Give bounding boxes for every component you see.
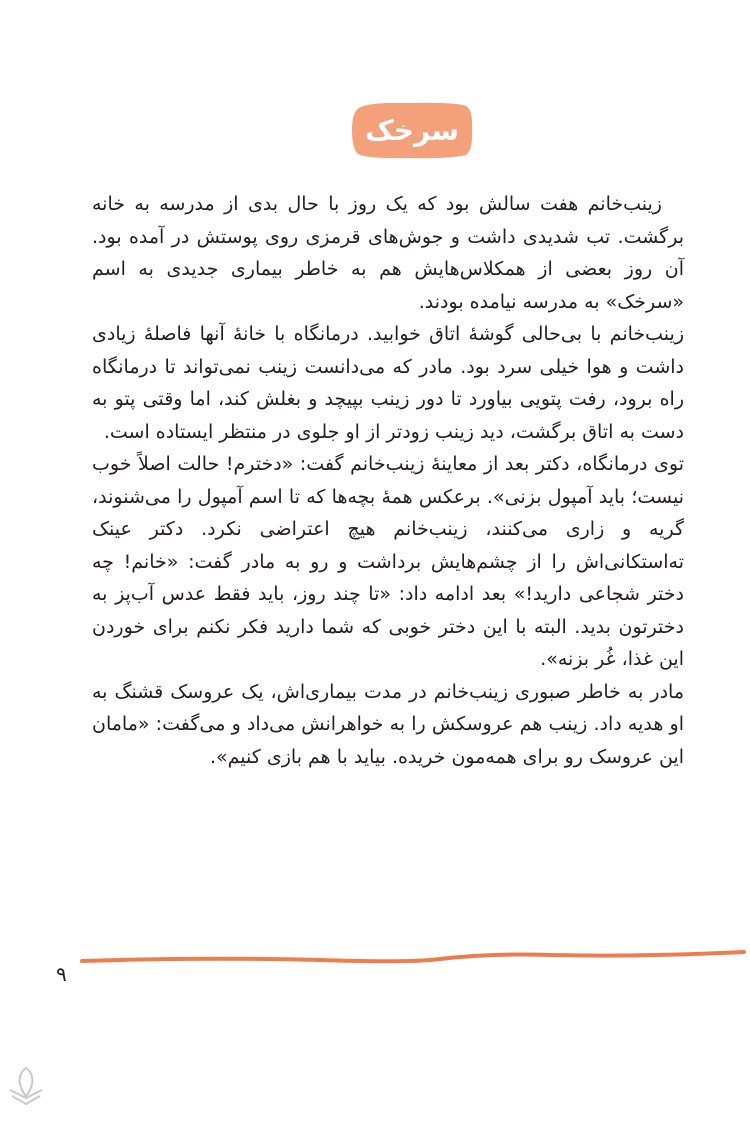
page-number: ۹ <box>56 962 67 986</box>
paragraph-1: زینب‌خانم هفت سالش بود که یک روز با حال بدی از مدرسه به خانه برگشت. تب شدیدی داشت و جوش‌های قرمزی روی پوستش در آمده بود. آن روز بعضی از همکلاس‌هایش هم به خاطر بیماری جدیدی به اسم «سرخک» به مدرسه نیامده بودند. <box>92 193 684 313</box>
chapter-title: سرخک <box>365 113 459 147</box>
paragraph-4: مادر به خاطر صبوری زینب‌خانم در مدت بیماری‌اش، یک عروسک قشنگ به او هدیه داد. زینب هم عروسکش را به خواهرانش می‌داد و می‌گفت: «مامان این عروسک رو برای همه‌مون خریده. بیاید با هم بازی کنیم». <box>92 680 684 768</box>
publisher-logo-icon <box>4 1060 48 1120</box>
story-body <box>92 188 684 773</box>
decorative-divider <box>80 945 746 975</box>
paragraph-2: زینب‌خانم با بی‌حالی گوشهٔ اتاق خوابید. درمانگاه با خانهٔ آنها فاصلهٔ زیادی داشت و هوا خیلی سرد بود. مادر که می‌دانست زینب نمی‌تواند تا درمانگاه راه برود، رفت پتویی بیاورد تا دور زینب بپیچد و بغلش کند، اما وقتی پتو به دست به اتاق برگشت، دید زینب زودتر از او جلوی در منتظر ایستاده است. <box>92 323 684 443</box>
chapter-title-badge <box>349 100 475 160</box>
paragraph-3: توی درمانگاه، دکتر بعد از معاینهٔ زینب‌خانم گفت: «دخترم! حالت اصلاً خوب نیست؛ باید آمپول بزنی». برعکس همهٔ بچه‌ها که تا اسم آمپول را می‌شنوند، گریه و زاری می‌کنند، زینب‌خانم هیچ اعتراضی نکرد. دکتر عینک ته‌استکانی‌اش را از چشم‌هایش برداشت و رو به مادر گفت: «خانم! چه دختر شجاعی دارید!» بعد ادامه داد: «تا چند روز، باید فقط عدس آب‌پز به دخترتون بدید. البته با این دختر خوبی که شما دارید فکر نکنم برای خوردن این غذا، غُر بزنه». <box>92 453 684 670</box>
